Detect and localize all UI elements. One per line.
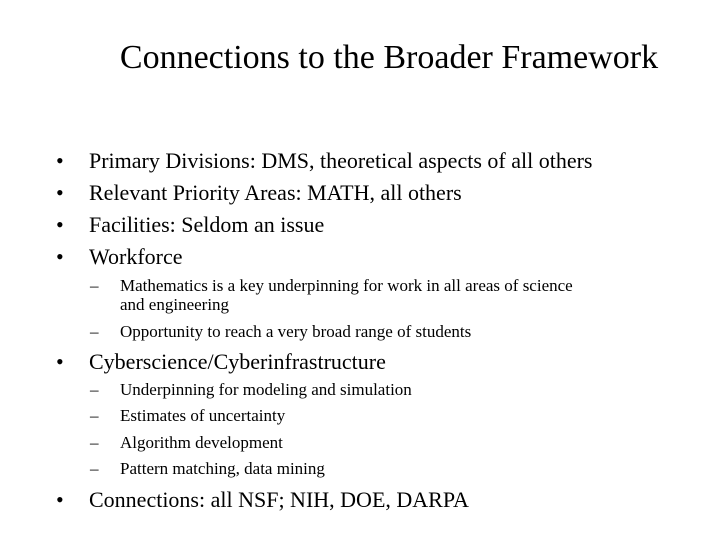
bullet-text: Primary Divisions: DMS, theoretical aspects of all others bbox=[89, 148, 593, 173]
bullet-text: Connections: all NSF; NIH, DOE, DARPA bbox=[89, 487, 469, 512]
sub-item-algorithm bbox=[90, 433, 283, 453]
sub-item-text: Algorithm development bbox=[120, 433, 283, 452]
bullet-marker: • bbox=[56, 349, 64, 374]
sub-item-text: Opportunity to reach a very broad range of students bbox=[120, 322, 472, 341]
bullet-marker: • bbox=[56, 212, 64, 237]
bullet-marker: • bbox=[56, 487, 64, 512]
dash-marker: – bbox=[90, 276, 99, 295]
sub-item-uncertainty bbox=[90, 406, 286, 426]
dash-marker: – bbox=[90, 406, 99, 425]
bullet-text: Workforce bbox=[89, 244, 183, 269]
sub-item-pattern-matching bbox=[90, 459, 325, 479]
bullet-item-cyberscience bbox=[56, 349, 386, 375]
dash-marker: – bbox=[90, 380, 99, 399]
bullet-marker: • bbox=[56, 148, 64, 173]
sub-item-text: Mathematics is a key underpinning for work in all areas of science bbox=[120, 276, 573, 295]
bullet-text: Facilities: Seldom an issue bbox=[89, 212, 325, 237]
dash-marker: – bbox=[90, 459, 99, 478]
bullet-item-facilities bbox=[56, 212, 325, 238]
sub-item-text: Underpinning for modeling and simulation bbox=[120, 380, 412, 399]
dash-marker: – bbox=[90, 322, 99, 341]
bullet-marker: • bbox=[56, 180, 64, 205]
bullet-item-priority-areas bbox=[56, 180, 462, 206]
dash-marker: – bbox=[90, 433, 99, 452]
sub-item-text: Estimates of uncertainty bbox=[120, 406, 286, 425]
bullet-marker: • bbox=[56, 244, 64, 269]
bullet-item-connections bbox=[56, 487, 469, 513]
bullet-item-workforce bbox=[56, 244, 183, 270]
sub-item-broad-range bbox=[90, 322, 472, 342]
sub-item-modeling bbox=[90, 380, 412, 400]
bullet-item-primary-divisions bbox=[56, 148, 593, 174]
bullet-text: Relevant Priority Areas: MATH, all others bbox=[89, 180, 462, 205]
sub-item-math-underpinning-continued bbox=[120, 295, 229, 315]
slide-title: Connections to the Broader Framework bbox=[119, 39, 659, 76]
sub-item-text: and engineering bbox=[120, 295, 230, 314]
sub-item-text: Pattern matching, data mining bbox=[120, 459, 325, 478]
bullet-text: Cyberscience/Cyberinfrastructure bbox=[89, 349, 386, 374]
sub-item-math-underpinning bbox=[90, 276, 573, 296]
